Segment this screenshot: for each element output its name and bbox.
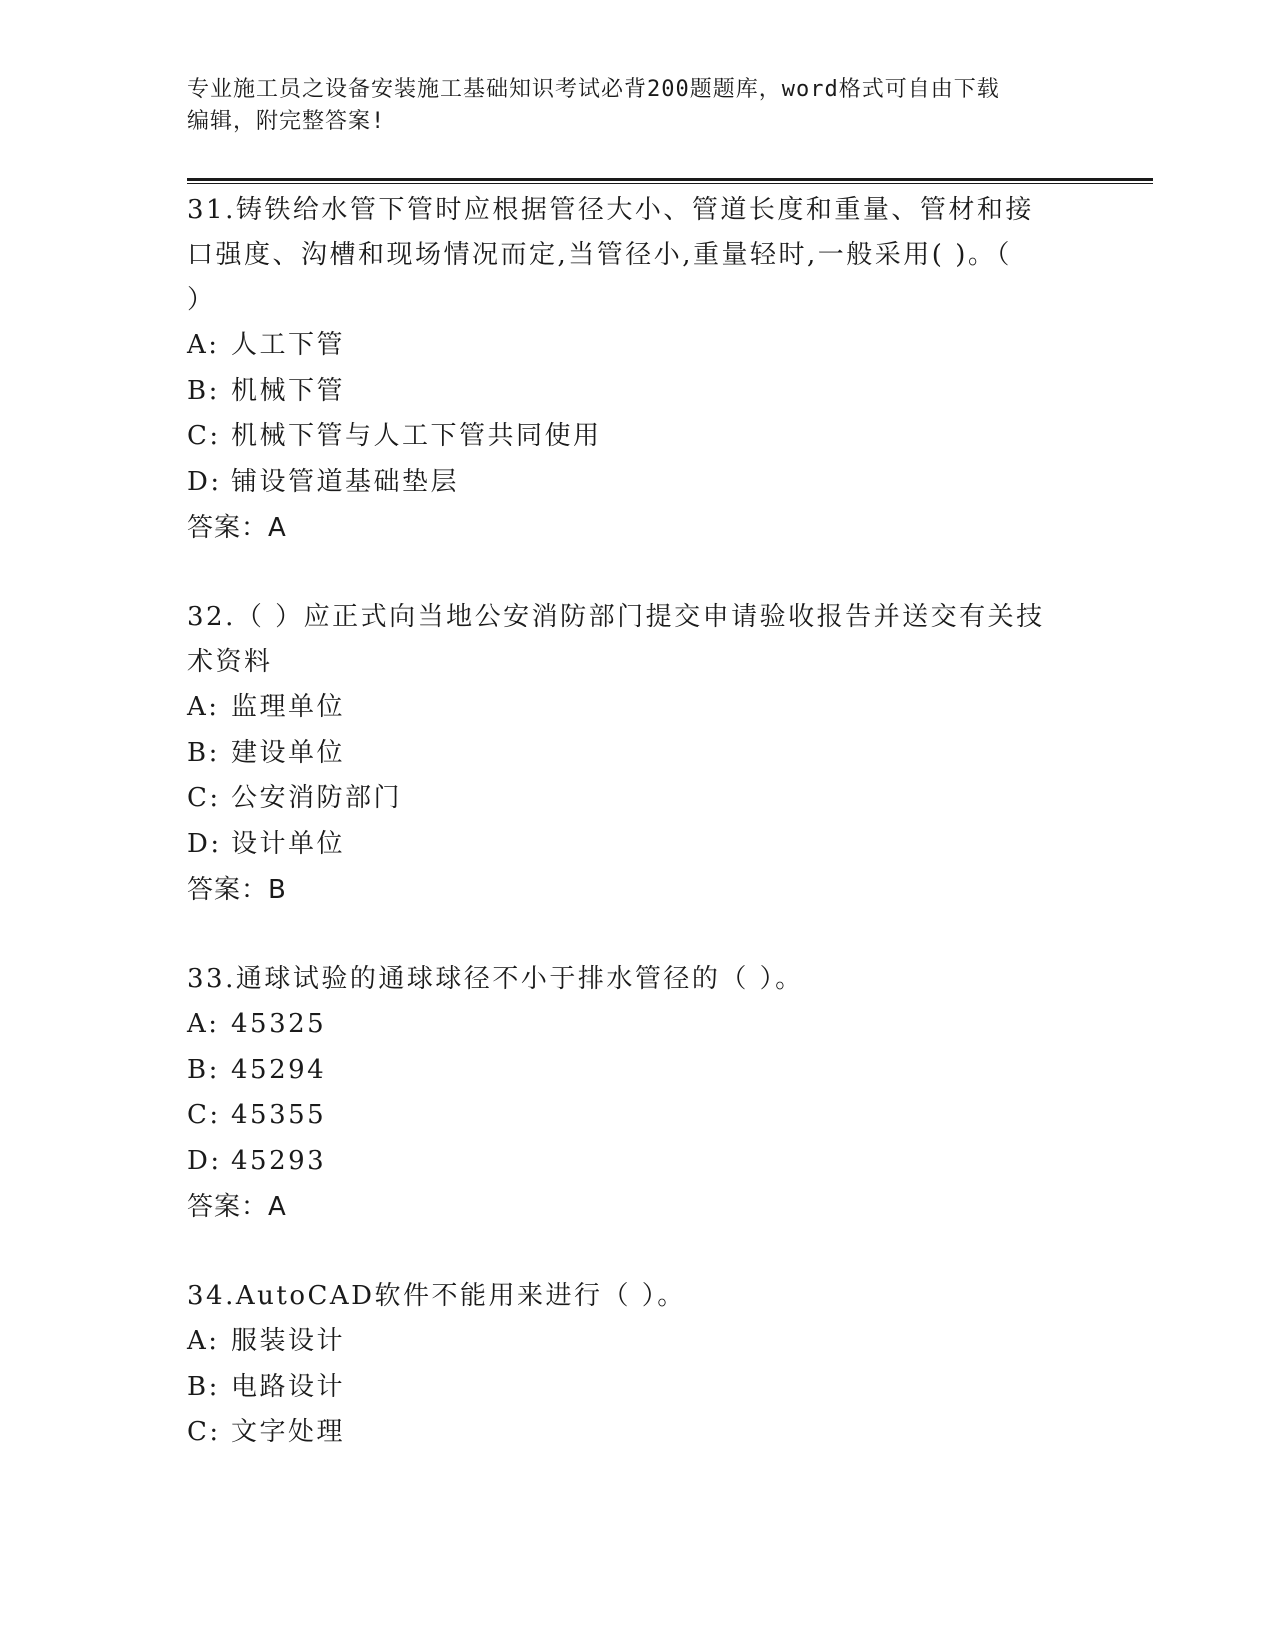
option-text: 设计单位	[231, 828, 346, 859]
option-text: 45294	[231, 1054, 327, 1085]
header-divider-thin	[187, 183, 1153, 184]
option-text: 45325	[231, 1009, 327, 1039]
option-letter: B:	[187, 375, 220, 406]
option-b	[187, 1365, 1067, 1411]
header-line-2: 编辑，附完整答案!	[187, 109, 386, 134]
option-text: 人工下管	[231, 330, 346, 360]
option-c	[187, 776, 1067, 822]
option-text: 建设单位	[231, 737, 346, 768]
option-b	[187, 1048, 1067, 1094]
option-text: 监理单位	[231, 692, 346, 722]
question-spacer	[187, 1230, 1067, 1274]
option-text: 服装设计	[231, 1326, 346, 1356]
answer-line	[187, 505, 1067, 551]
option-b	[187, 369, 1067, 415]
option-a	[187, 1002, 1067, 1048]
answer-label: 答案：	[187, 513, 269, 543]
option-letter: C:	[187, 421, 221, 451]
option-letter: D:	[187, 828, 222, 859]
option-c	[187, 1093, 1067, 1139]
option-c	[187, 414, 1067, 460]
option-a	[187, 1319, 1067, 1365]
option-letter: C:	[187, 783, 221, 813]
option-a	[187, 685, 1067, 731]
answer-label: 答案：	[187, 875, 269, 905]
option-letter: B:	[187, 1371, 220, 1402]
option-text: 文字处理	[231, 1417, 346, 1447]
question-33	[187, 957, 1067, 1230]
option-text: 45355	[231, 1100, 327, 1130]
option-letter: C:	[187, 1100, 221, 1130]
question-text: 31.铸铁给水管下管时应根据管径大小、管道长度和重量、管材和接口强度、沟槽和现场情况而定,当管径小,重量轻时,一般采用( )。（ ）	[187, 195, 1034, 315]
option-letter: B:	[187, 1054, 220, 1085]
question-34	[187, 1274, 1067, 1456]
option-text: 机械下管与人工下管共同使用	[231, 421, 602, 451]
option-d	[187, 460, 1067, 506]
option-c	[187, 1410, 1067, 1456]
option-letter: A:	[187, 692, 220, 722]
answer-line	[187, 867, 1067, 913]
option-text: 机械下管	[231, 375, 346, 406]
question-text: 33.通球试验的通球球径不小于排水管径的（ ）。	[187, 964, 804, 994]
option-letter: A:	[187, 330, 220, 360]
option-d	[187, 1139, 1067, 1185]
question-list	[187, 188, 1067, 1456]
option-letter: B:	[187, 737, 220, 768]
question-text: 32.（ ）应正式向当地公安消防部门提交申请验收报告并送交有关技术资料	[187, 602, 1045, 677]
option-letter: D:	[187, 466, 222, 497]
question-spacer	[187, 551, 1067, 595]
option-text: 铺设管道基础垫层	[231, 466, 460, 497]
option-b	[187, 731, 1067, 777]
option-letter: A:	[187, 1326, 220, 1356]
document-header	[187, 74, 1067, 138]
header-line-1: 专业施工员之设备安装施工基础知识考试必背200题题库，word格式可自由下载	[187, 77, 1000, 102]
answer-label: 答案：	[187, 1192, 269, 1222]
question-text: 34.AutoCAD软件不能用来进行（ ）。	[187, 1281, 686, 1311]
answer-value: A	[268, 1192, 287, 1222]
answer-line	[187, 1184, 1067, 1230]
answer-value: B	[268, 875, 287, 905]
option-d	[187, 822, 1067, 868]
question-31	[187, 188, 1067, 551]
option-text: 电路设计	[231, 1371, 346, 1402]
option-letter: D:	[187, 1145, 222, 1176]
answer-value: A	[268, 513, 287, 543]
option-text: 45293	[231, 1145, 327, 1176]
option-letter: A:	[187, 1009, 220, 1039]
option-text: 公安消防部门	[231, 783, 403, 813]
option-a	[187, 323, 1067, 369]
question-32	[187, 595, 1067, 913]
header-divider-thick	[187, 178, 1153, 181]
option-letter: C:	[187, 1417, 221, 1447]
question-spacer	[187, 913, 1067, 957]
